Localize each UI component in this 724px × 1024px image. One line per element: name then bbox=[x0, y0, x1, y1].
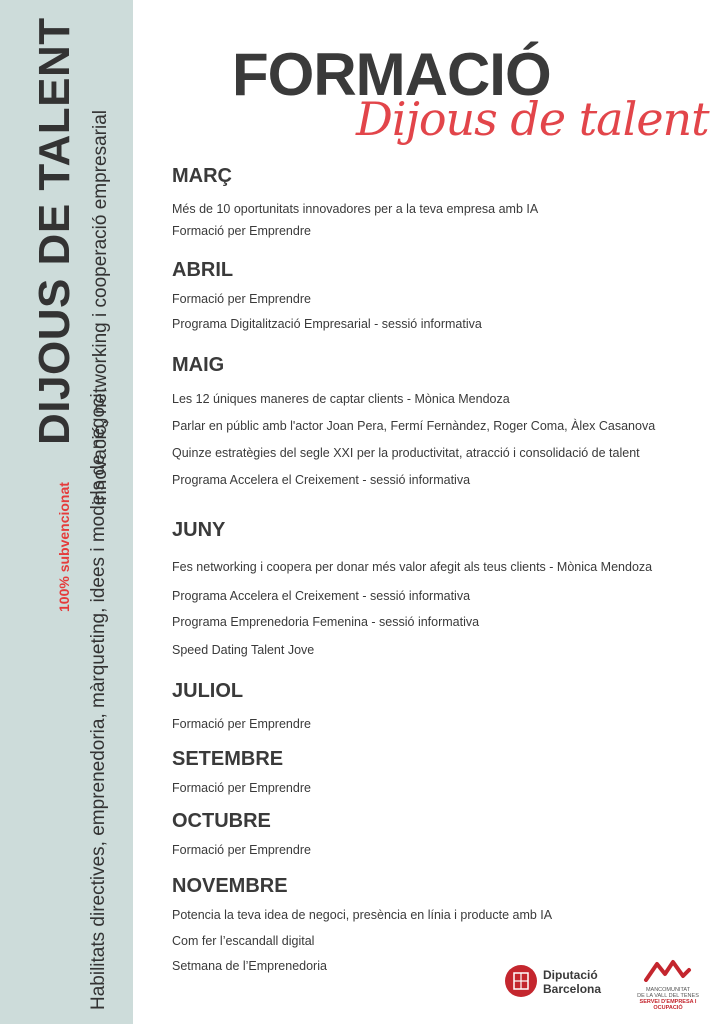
mancomunitat-label-1: MANCOMUNITAT bbox=[645, 987, 691, 993]
list-item: Formació per Emprendre bbox=[172, 717, 311, 731]
list-item: Formació per Emprendre bbox=[172, 843, 311, 857]
mancomunitat-label-3: SERVEI D'EMPRESA I bbox=[639, 999, 697, 1005]
list-item: Com fer l’escandall digital bbox=[172, 934, 315, 948]
sidebar bbox=[0, 0, 133, 1024]
month-heading-juny: JUNY bbox=[172, 519, 226, 541]
month-heading-setembre: SETEMBRE bbox=[172, 748, 284, 770]
list-item: Programa Emprenedoria Femenina - sessió informativa bbox=[172, 615, 480, 629]
diputacio-label: Diputació Barcelona bbox=[543, 968, 602, 996]
diputacio-barcelona-logo bbox=[505, 965, 615, 1001]
month-heading-maig: MAIG bbox=[172, 354, 225, 376]
list-item: Formació per Emprendre bbox=[172, 781, 311, 795]
page-script-subtitle: Dijous de talent bbox=[356, 92, 709, 146]
diputacio-emblem-icon bbox=[505, 965, 537, 997]
month-heading-octubre: OCTUBRE bbox=[172, 810, 271, 832]
sidebar-subtitle: 100% subvencionat bbox=[56, 482, 72, 612]
sidebar-title: DIJOUS DE TALENT bbox=[30, 17, 79, 445]
month-heading-novembre: NOVEMBRE bbox=[172, 875, 288, 897]
mancomunitat-logo bbox=[632, 958, 704, 1011]
list-item: Programa Accelera el Creixement - sessió informativa bbox=[172, 473, 471, 487]
list-item: Formació per Emprendre bbox=[172, 292, 311, 306]
mancomunitat-label-2: DE LA VALL DEL TENES bbox=[637, 993, 699, 999]
list-item: Programa Digitalització Empresarial - sessió informativa bbox=[172, 317, 482, 331]
list-item: Les 12 úniques maneres de captar clients - Mònica Mendoza bbox=[172, 392, 510, 406]
month-heading-marc: MARÇ bbox=[172, 165, 232, 187]
page-title: FORMACIÓ bbox=[232, 41, 551, 108]
sidebar-topics-line-2: innovació, networking i cooperació empresarial bbox=[90, 110, 111, 505]
list-item: Setmana de l’Emprenedoria bbox=[172, 959, 327, 973]
list-item: Formació per Emprendre bbox=[172, 224, 311, 238]
mancomunitat-label-4: OCUPACIÓ bbox=[653, 1005, 683, 1011]
list-item: Fes networking i coopera per donar més valor afegit als teus clients - Mònica Mendoza bbox=[172, 560, 653, 574]
list-item: Potencia la teva idea de negoci, presència en línia i producte amb IA bbox=[172, 908, 553, 922]
sidebar-topics-line-1: Habilitats directives, emprenedoria, màrqueting, idees i models de negoci, bbox=[88, 387, 109, 1010]
list-item: Més de 10 oportunitats innovadores per a la teva empresa amb IA bbox=[172, 202, 539, 216]
list-item: Parlar en públic amb l'actor Joan Pera, Fermí Fernàndez, Roger Coma, Àlex Casanova bbox=[172, 419, 656, 433]
list-item: Speed Dating Talent Jove bbox=[172, 643, 315, 657]
month-heading-juliol: JULIOL bbox=[172, 680, 244, 702]
list-item: Quinze estratègies del segle XXI per la productivitat, atracció i consolidació de talent bbox=[172, 446, 640, 460]
month-heading-abril: ABRIL bbox=[172, 259, 234, 281]
mancomunitat-mark-icon bbox=[643, 958, 693, 982]
list-item: Programa Accelera el Creixement - sessió informativa bbox=[172, 589, 471, 603]
